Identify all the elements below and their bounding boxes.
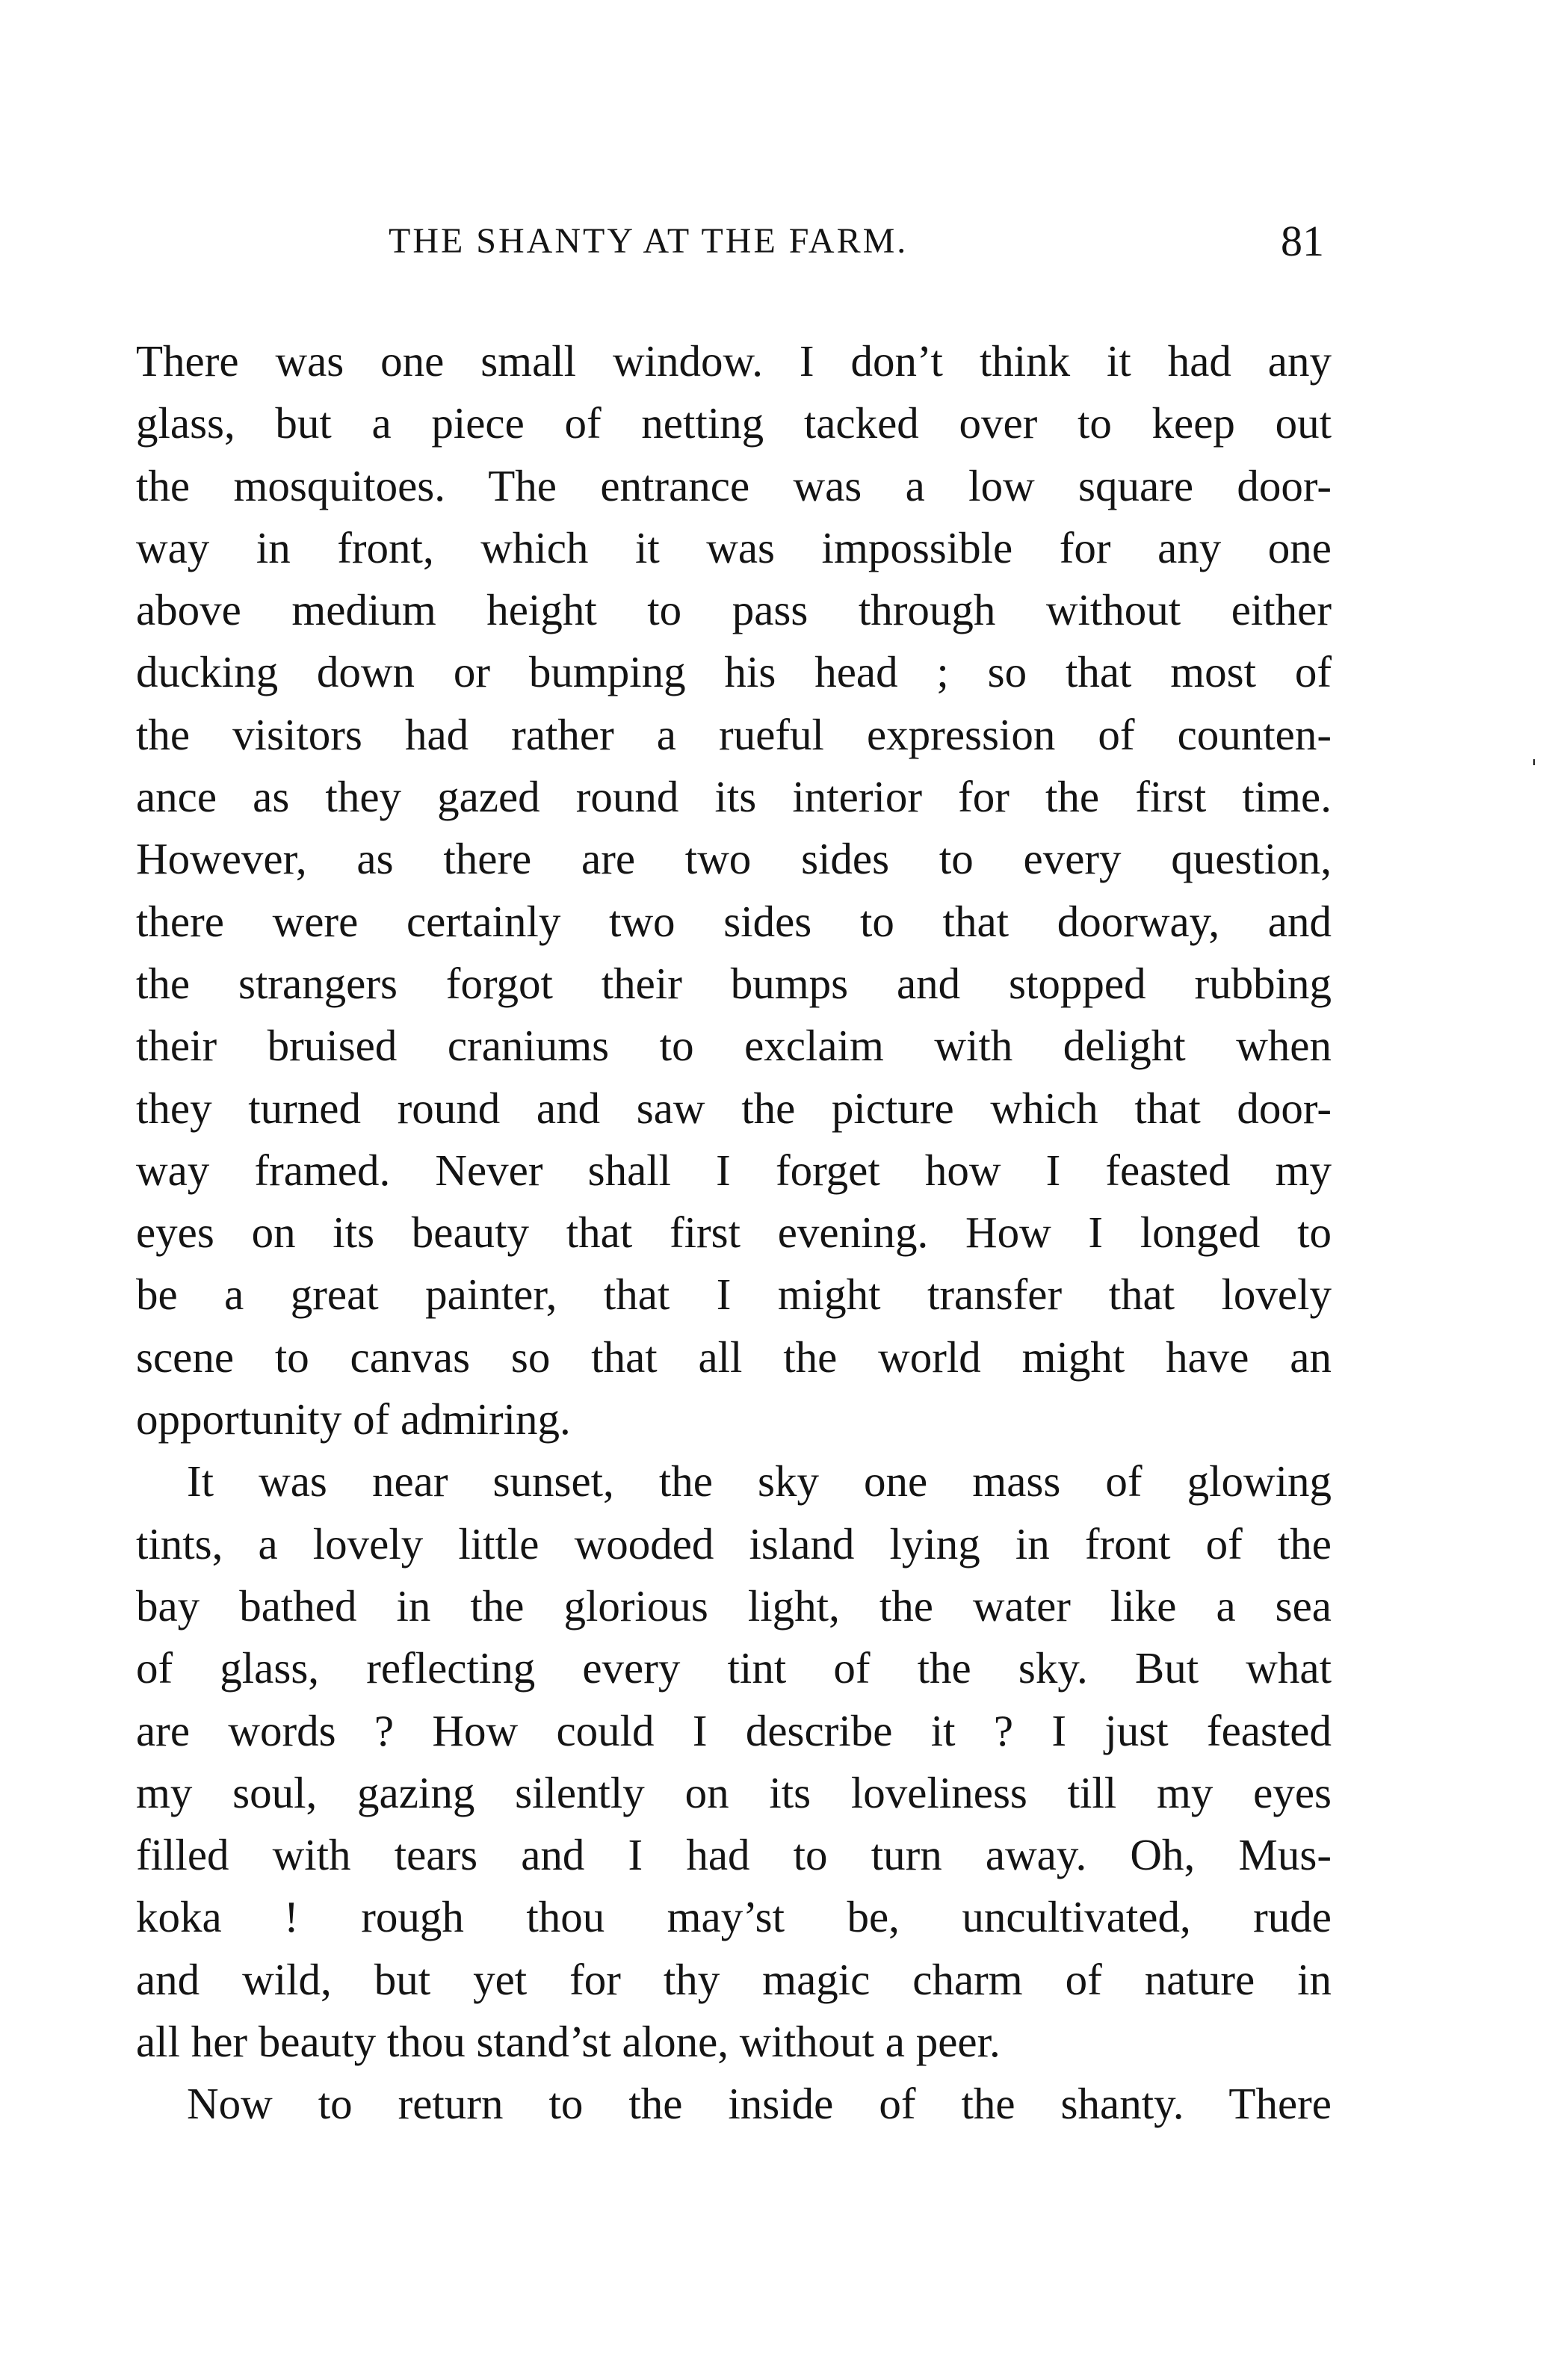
text-line: However, as there are two sides to every question,: [136, 834, 1332, 884]
text-line: way framed. Never shall I forget how I feasted my: [136, 1145, 1332, 1195]
text-line: the visitors had rather a rueful expression of counten-: [136, 709, 1332, 759]
text-line: tints, a lovely little wooded island lying in front of the: [136, 1518, 1332, 1568]
page-number: 81: [1281, 217, 1324, 265]
text-line: are words ? How could I describe it ? I just feasted: [136, 1705, 1332, 1755]
text-line: scene to canvas so that all the world might have an: [136, 1332, 1332, 1382]
text-line: glass, but a piece of netting tacked over to keep out: [136, 398, 1332, 448]
running-title: THE SHANTY AT THE FARM.: [389, 221, 909, 261]
text-line: the strangers forgot their bumps and stopped rubbing: [136, 958, 1332, 1008]
running-head: [389, 215, 1324, 268]
text-line: there were certainly two sides to that doorway, and: [136, 896, 1332, 946]
page-edge-mark: [1533, 759, 1535, 765]
text-line: of glass, reflecting every tint of the sky. But what: [136, 1643, 1332, 1693]
text-line: be a great painter, that I might transfer that lovely: [136, 1270, 1332, 1320]
text-line: ducking down or bumping his head ; so that most of: [136, 647, 1332, 697]
text-line: above medium height to pass through without either: [136, 585, 1332, 635]
text-line: the mosquitoes. The entrance was a low square door-: [136, 460, 1332, 510]
paragraph-end-line: all her beauty thou stand’st alone, without a peer.: [136, 2017, 1001, 2067]
text-line: my soul, gazing silently on its loveliness till my eyes: [136, 1767, 1332, 1817]
text-line: koka ! rough thou may’st be, uncultivated, rude: [136, 1892, 1332, 1942]
text-line: eyes on its beauty that first evening. How I longed to: [136, 1208, 1332, 1258]
text-line: There was one small window. I don’t think it had any: [136, 336, 1332, 386]
paragraph-start-line: It was near sunset, the sky one mass of glowing: [187, 1456, 1332, 1506]
text-line: ance as they gazed round its interior for the first time.: [136, 772, 1332, 822]
text-line: their bruised craniums to exclaim with delight when: [136, 1021, 1332, 1071]
text-line: way in front, which it was impossible for any one: [136, 522, 1332, 572]
text-line: bay bathed in the glorious light, the water like a sea: [136, 1580, 1332, 1631]
text-line: filled with tears and I had to turn away. Oh, Mus-: [136, 1830, 1332, 1880]
paragraph-end-line: opportunity of admiring.: [136, 1394, 571, 1444]
paragraph-start-line: Now to return to the inside of the shanty. There: [187, 2079, 1332, 2129]
page-text: [136, 330, 1332, 2136]
text-line: and wild, but yet for thy magic charm of nature in: [136, 1954, 1332, 2004]
text-line: they turned round and saw the picture which that door-: [136, 1083, 1332, 1133]
